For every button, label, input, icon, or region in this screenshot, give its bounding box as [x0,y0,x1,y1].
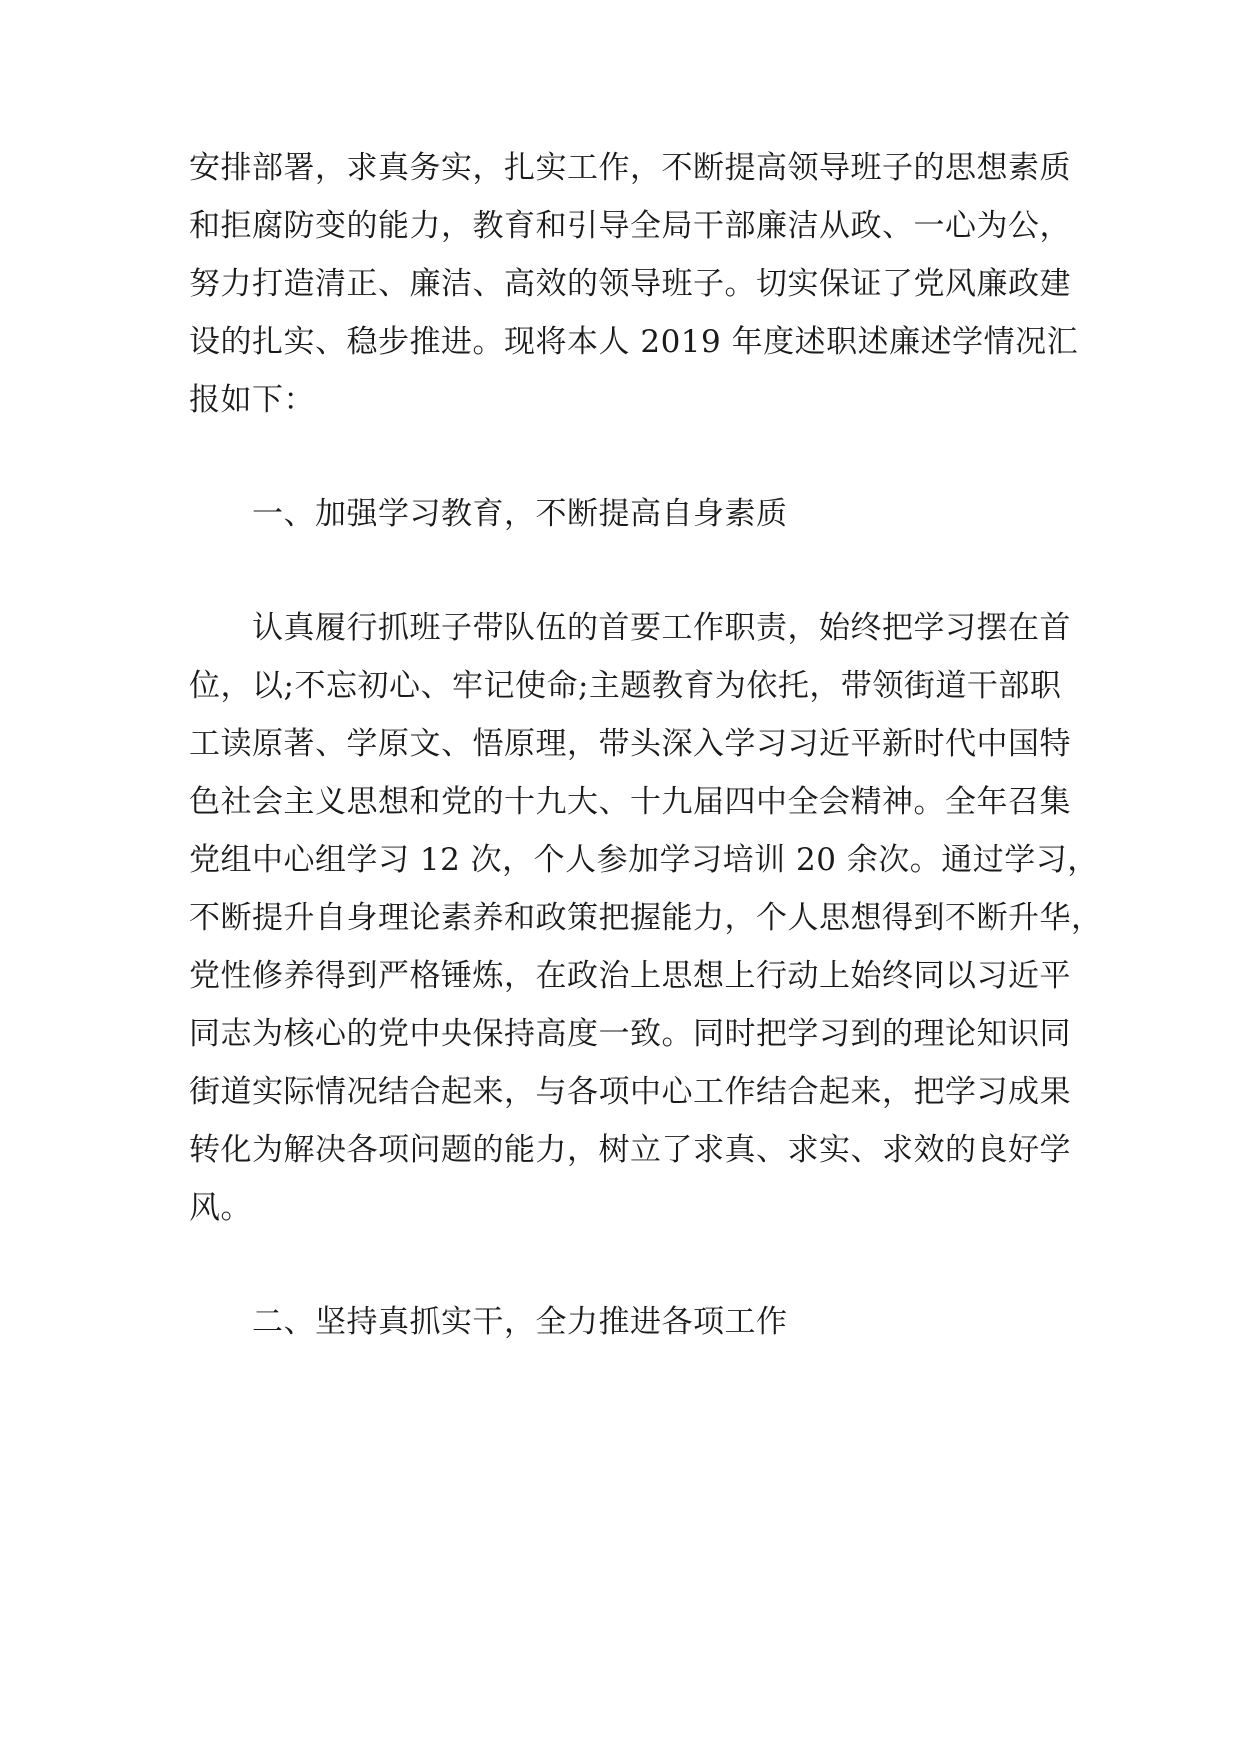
paragraph-line: 设的扎实、稳步推进。现将本人 2019 年度述职述廉述学情况汇 [189,324,1079,360]
paragraph-line: 风。 [189,1190,252,1226]
paragraph-line: 同志为核心的党中央保持高度一致。同时把学习到的理论知识同 [189,1016,1071,1052]
paragraph-line: 党性修养得到严格锤炼，在政治上思想上行动上始终同以习近平 [189,958,1071,994]
paragraph-line: 色社会主义思想和党的十九大、十九届四中全会精神。全年召集 [189,784,1071,820]
paragraph-line: 工读原著、学原文、悟原理，带头深入学习习近平新时代中国特 [189,726,1071,762]
paragraph-line: 努力打造清正、廉洁、高效的领导班子。切实保证了党风廉政建 [189,266,1071,302]
paragraph-line: 认真履行抓班子带队伍的首要工作职责，始终把学习摆在首 [252,610,1071,646]
paragraph-line: 党组中心组学习 12 次，个人参加学习培训 20 余次。通过学习， [189,842,1099,878]
paragraph-line: 位，以;不忘初心、牢记使命;主题教育为依托，带领街道干部职 [189,668,1062,704]
paragraph-line: 报如下： [189,382,315,418]
paragraph-line: 不断提升自身理论素养和政策把握能力，个人思想得到不断升华， [189,900,1103,936]
paragraph-line: 安排部署，求真务实，扎实工作，不断提高领导班子的思想素质 [189,150,1071,186]
section-heading-2: 二、坚持真抓实干，全力推进各项工作 [252,1304,788,1340]
paragraph-line: 街道实际情况结合起来，与各项中心工作结合起来，把学习成果 [189,1074,1071,1110]
paragraph-line: 和拒腐防变的能力，教育和引导全局干部廉洁从政、一心为公， [189,208,1071,244]
paragraph-line: 转化为解决各项问题的能力，树立了求真、求实、求效的良好学 [189,1132,1071,1168]
section-heading-1: 一、加强学习教育，不断提高自身素质 [252,496,788,532]
